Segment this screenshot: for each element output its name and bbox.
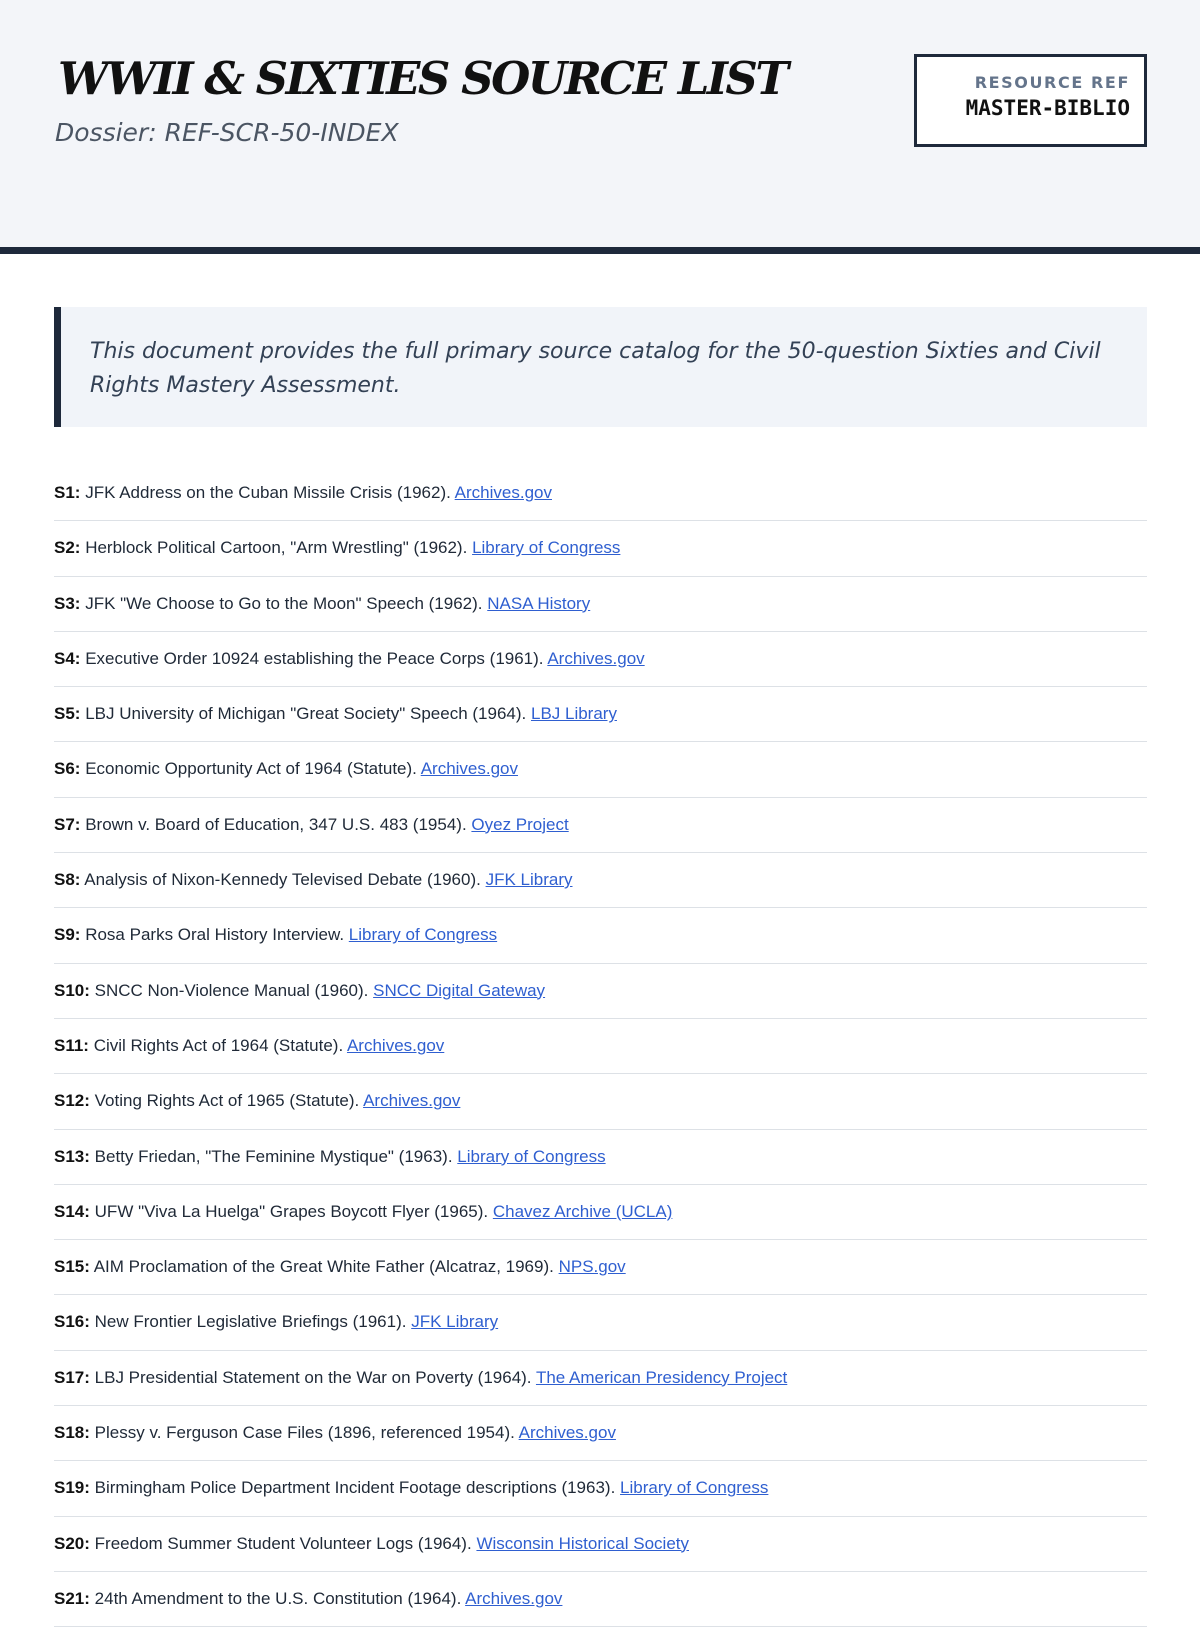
source-entry <box>54 1295 1147 1350</box>
source-citation: JFK Address on the Cuban Missile Crisis (1962). <box>85 483 451 502</box>
source-citation: SNCC Non-Violence Manual (1960). <box>94 980 369 1000</box>
resource-ref-box <box>914 54 1147 147</box>
source-link[interactable]: Archives.gov <box>346 1035 445 1055</box>
source-id: S19: <box>54 1478 90 1498</box>
source-entry <box>54 742 1147 797</box>
source-entry <box>54 1130 1147 1185</box>
source-id: S4: <box>54 648 81 668</box>
source-id: S14: <box>54 1201 90 1221</box>
source-entry <box>54 908 1147 963</box>
source-link[interactable]: SNCC Digital Gateway <box>373 980 546 1000</box>
source-entry <box>54 1351 1147 1406</box>
source-citation: JFK "We Choose to Go to the Moon" Speech (1962). <box>85 593 483 613</box>
source-entry <box>54 577 1147 632</box>
source-id: S5: <box>54 704 81 724</box>
source-id: S13: <box>54 1146 90 1166</box>
source-citation: UFW "Viva La Huelga" Grapes Boycott Flyer (1965). <box>94 1201 489 1221</box>
source-entry <box>54 1406 1147 1461</box>
source-link[interactable]: Oyez Project <box>471 814 569 834</box>
source-entry <box>54 964 1147 1019</box>
source-entry <box>54 632 1147 687</box>
source-link[interactable]: Archives.gov <box>465 1588 563 1608</box>
source-link[interactable]: LBJ Library <box>530 704 617 724</box>
source-citation: 24th Amendment to the U.S. Constitution (1964). <box>94 1588 462 1608</box>
source-citation: Birmingham Police Department Incident Footage descriptions (1963). <box>94 1478 616 1498</box>
source-entry <box>54 853 1147 908</box>
source-link[interactable]: NPS.gov <box>558 1257 626 1277</box>
source-link[interactable]: Library of Congress <box>620 1478 769 1498</box>
source-id: S7: <box>54 814 81 834</box>
source-citation: Economic Opportunity Act of 1964 (Statute). <box>85 759 417 779</box>
source-id: S11: <box>54 1035 89 1055</box>
source-id: S6: <box>54 759 81 779</box>
source-citation: Rosa Parks Oral History Interview. <box>85 925 345 945</box>
source-link[interactable]: JFK Library <box>485 870 573 890</box>
source-link[interactable]: JFK Library <box>411 1312 499 1332</box>
source-link[interactable]: Library of Congress <box>472 538 621 558</box>
source-id: S16: <box>54 1312 90 1332</box>
source-link[interactable]: Library of Congress <box>348 925 498 945</box>
source-entry <box>54 1461 1147 1516</box>
source-citation: Freedom Summer Student Volunteer Logs (1964). <box>94 1533 472 1553</box>
source-link[interactable]: NASA History <box>487 593 591 613</box>
source-citation: Voting Rights Act of 1965 (Statute). <box>94 1091 360 1111</box>
source-entry <box>54 1019 1147 1074</box>
source-id: S1: <box>54 483 81 502</box>
source-id: S20: <box>54 1533 90 1553</box>
source-entry <box>54 1572 1147 1627</box>
source-list <box>54 466 1147 1627</box>
page-title: WWII & SIXTIES SOURCE LIST <box>58 52 787 105</box>
source-citation: Civil Rights Act of 1964 (Statute). <box>93 1035 344 1055</box>
source-citation: Herblock Political Cartoon, "Arm Wrestling" (1962). <box>85 538 468 558</box>
source-id: S12: <box>54 1091 90 1111</box>
source-link[interactable]: Archives.gov <box>454 483 552 502</box>
source-link[interactable]: The American Presidency Project <box>535 1367 788 1387</box>
source-entry <box>54 466 1147 521</box>
document-header <box>0 0 1200 254</box>
source-entry <box>54 1185 1147 1240</box>
source-link[interactable]: Wisconsin Historical Society <box>476 1533 689 1553</box>
source-id: S15: <box>54 1257 90 1277</box>
source-id: S21: <box>54 1588 90 1608</box>
source-citation: AIM Proclamation of the Great White Father (Alcatraz, 1969). <box>93 1257 554 1277</box>
dossier-subtitle: Dossier: REF-SCR-50-INDEX <box>55 118 399 147</box>
source-link[interactable]: Archives.gov <box>420 759 519 779</box>
intro-callout: This document provides the full primary source catalog for the 50-question Sixties and Civil Rights Mastery Assessment. <box>54 307 1147 427</box>
source-id: S17: <box>54 1367 90 1387</box>
source-link[interactable]: Archives.gov <box>363 1091 461 1111</box>
source-citation: Betty Friedan, "The Feminine Mystique" (1963). <box>94 1146 453 1166</box>
source-citation: Executive Order 10924 establishing the Peace Corps (1961). <box>85 648 544 668</box>
source-entry <box>54 1240 1147 1295</box>
source-link[interactable]: Archives.gov <box>547 648 645 668</box>
source-citation: New Frontier Legislative Briefings (1961). <box>94 1312 407 1332</box>
source-citation: Brown v. Board of Education, 347 U.S. 483 (1954). <box>85 814 467 834</box>
source-link[interactable]: Archives.gov <box>518 1423 616 1443</box>
source-entry <box>54 521 1147 576</box>
source-entry <box>54 1517 1147 1572</box>
source-entry <box>54 687 1147 742</box>
source-id: S3: <box>54 593 81 613</box>
source-citation: LBJ University of Michigan "Great Society" Speech (1964). <box>85 704 527 724</box>
source-entry <box>54 798 1147 853</box>
source-id: S2: <box>54 538 81 558</box>
source-id: S8: <box>54 870 81 890</box>
source-citation: Analysis of Nixon-Kennedy Televised Debate (1960). <box>84 870 481 890</box>
source-entry <box>54 1074 1147 1129</box>
source-id: S10: <box>54 980 90 1000</box>
resource-ref-label: RESOURCE REF <box>974 73 1130 92</box>
source-id: S9: <box>54 925 81 945</box>
source-id: S18: <box>54 1423 90 1443</box>
source-citation: Plessy v. Ferguson Case Files (1896, referenced 1954). <box>94 1423 515 1443</box>
source-link[interactable]: Chavez Archive (UCLA) <box>492 1201 673 1221</box>
resource-ref-value: MASTER-BIBLIO <box>965 96 1130 120</box>
source-citation: LBJ Presidential Statement on the War on Poverty (1964). <box>94 1367 532 1387</box>
source-link[interactable]: Library of Congress <box>457 1146 606 1166</box>
